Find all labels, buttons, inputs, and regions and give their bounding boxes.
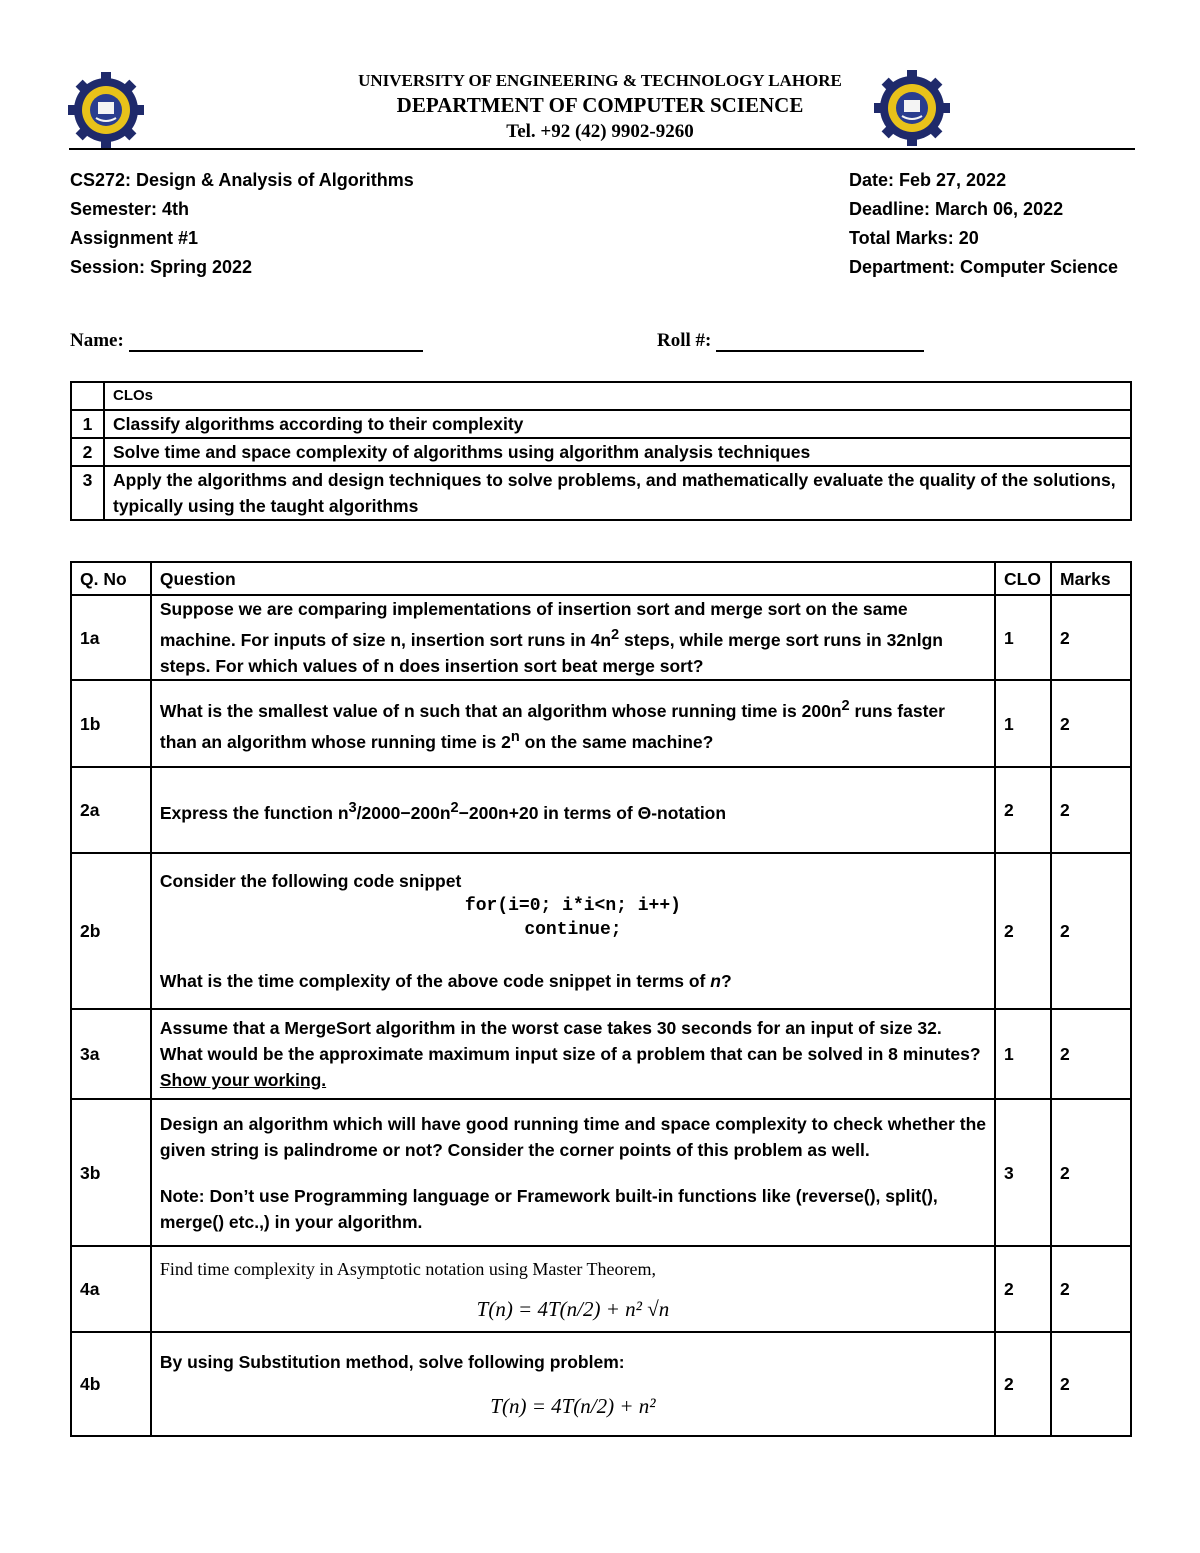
course-meta-right [849, 166, 1118, 282]
course-meta-left [70, 166, 414, 282]
code-intro: Consider the following code snippet [159, 871, 462, 891]
qno-header: Q. No [71, 562, 151, 595]
qno: 4b [71, 1332, 151, 1436]
question-text: By using Substitution method, solve following problem: T(n) = 4T(n/2) + n² [151, 1332, 995, 1436]
clo-value: 2 [995, 767, 1051, 853]
course-title: CS272: Design & Analysis of Algorithms [70, 170, 414, 190]
qno: 1a [71, 595, 151, 680]
clo-value: 1 [995, 680, 1051, 767]
master-theorem-formula: T(n) = 4T(n/2) + n² √n [476, 1297, 670, 1321]
question-text: Express the function $n^3/2000-200n^2-200n+20$ in terms of Θ-notation [151, 767, 995, 853]
question-row-3a [71, 1009, 1131, 1099]
clo-col-header: CLO [995, 562, 1051, 595]
university-name: UNIVERSITY OF ENGINEERING & TECHNOLOGY LAHORE [358, 71, 842, 90]
clo-table [70, 381, 1132, 521]
clo-row [71, 438, 1131, 466]
question-header: Question [151, 562, 995, 595]
semester: Semester: 4th [70, 199, 190, 219]
question-row-2b [71, 853, 1131, 1009]
clo-num: 3 [71, 466, 104, 520]
question-text: What is the smallest value of n such that an algorithm whose running time is $200n^2$ runs faster than an algorithm whose running time is 2$^n$ on the same machine? [151, 680, 995, 767]
question-text: Find time complexity in Asymptotic notation using Master Theorem, T(n) = 4T(n/2) + n² √n [151, 1246, 995, 1332]
question-row-2a [71, 767, 1131, 853]
name-label: Name: [70, 330, 124, 351]
clo-value: 3 [995, 1099, 1051, 1246]
code-line-1: for(i=0; i*i<n; i++) [464, 896, 681, 916]
qno: 2a [71, 767, 151, 853]
qno: 3b [71, 1099, 151, 1246]
assignment-number: Assignment #1 [70, 228, 199, 248]
question-row-1a [71, 595, 1131, 680]
roll-blank[interactable] [716, 328, 924, 352]
department-name: DEPARTMENT OF COMPUTER SCIENCE [396, 93, 804, 117]
question-text: Design an algorithm which will have good running time and space complexity to check whether the given string is palindrome or not? Consider the corner points of this problem as well. Note: Don’t use Programming language or Framework built-in functions like (reverse(), split(), merge() etc.,) in your algorithm. [151, 1099, 995, 1246]
question-header-row [71, 562, 1131, 595]
clo-value: 2 [995, 1332, 1051, 1436]
clo-header-row [71, 382, 1131, 410]
clo-value: 1 [995, 1009, 1051, 1099]
clo-header: CLOs [104, 382, 1131, 410]
clo-text: Apply the algorithms and design techniques to solve problems, and mathematically evaluate the quality of the solutions, typically using the taught algorithms [104, 466, 1131, 520]
question-row-4b [71, 1332, 1131, 1436]
name-field [70, 328, 423, 352]
code-question: What is the time complexity of the above code snippet in terms of n? [159, 971, 732, 991]
clo-row [71, 410, 1131, 438]
clo-value: 1 [995, 595, 1051, 680]
total-marks: Total Marks: 20 [849, 228, 979, 248]
date: Date: Feb 27, 2022 [849, 170, 1007, 190]
marks-value: 2 [1051, 595, 1131, 680]
note: Note: Don’t use Programming language or Framework built-in functions like (reverse(), split(), merge() etc.,) in your algorithm. [159, 1185, 938, 1232]
marks-value: 2 [1051, 1246, 1131, 1332]
show-working-note: Show your working. [159, 1070, 327, 1090]
question-row-1b [71, 680, 1131, 767]
marks-value: 2 [1051, 1099, 1131, 1246]
deadline: Deadline: March 06, 2022 [849, 199, 1064, 219]
qno: 3a [71, 1009, 151, 1099]
clo-text: Classify algorithms according to their complexity [104, 410, 1131, 438]
roll-field [657, 328, 924, 352]
phone-number: Tel. +92 (42) 9902-9260 [506, 121, 694, 142]
question-text: Assume that a MergeSort algorithm in the worst case takes 30 seconds for an input of size 32. What would be the approximate maximum input size of a problem that can be solved in 8 minutes? Show your working. [151, 1009, 995, 1099]
clo-value: 2 [995, 853, 1051, 1009]
department: Department: Computer Science [849, 257, 1119, 277]
marks-value: 2 [1051, 853, 1131, 1009]
clo-row [71, 466, 1131, 520]
clo-num: 1 [71, 410, 104, 438]
marks-value: 2 [1051, 767, 1131, 853]
qno: 2b [71, 853, 151, 1009]
name-blank[interactable] [129, 328, 423, 352]
marks-value: 2 [1051, 1332, 1131, 1436]
header-rule [69, 148, 1135, 150]
marks-value: 2 [1051, 1009, 1131, 1099]
clo-num: 2 [71, 438, 104, 466]
marks-header: Marks [1051, 562, 1131, 595]
roll-label: Roll #: [657, 330, 712, 351]
clo-header-num [71, 382, 104, 410]
question-text [151, 853, 995, 1009]
qno: 1b [71, 680, 151, 767]
qno: 4a [71, 1246, 151, 1332]
clo-value: 2 [995, 1246, 1051, 1332]
question-row-3b [71, 1099, 1131, 1246]
substitution-formula: T(n) = 4T(n/2) + n² [490, 1394, 656, 1418]
clo-text: Solve time and space complexity of algorithms using algorithm analysis techniques [104, 438, 1131, 466]
question-table [70, 561, 1132, 1437]
question-text: Suppose we are comparing implementations of insertion sort and merge sort on the same machine. For inputs of size n, insertion sort runs in $4n^2$ steps, while merge sort runs in 32nlgn steps. For which values of n does insertion sort beat merge sort? [151, 595, 995, 680]
session: Session: Spring 2022 [70, 257, 253, 277]
code-line-2: continue; [524, 920, 622, 940]
marks-value: 2 [1051, 680, 1131, 767]
question-row-4a [71, 1246, 1131, 1332]
